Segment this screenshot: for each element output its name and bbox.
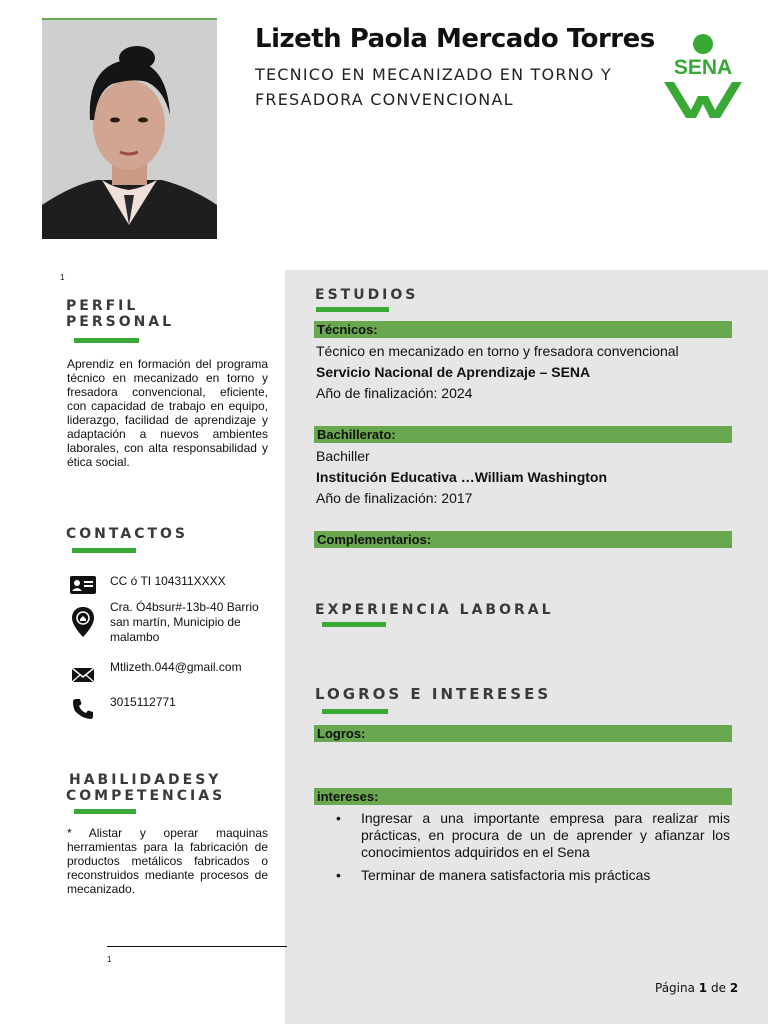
title-line-1: TECNICO EN MECANIZADO EN TORNO Y (255, 65, 612, 84)
contact-email-row (68, 660, 242, 690)
contactos-underline (72, 548, 136, 553)
phone-icon (68, 694, 98, 724)
contact-phone-row (68, 694, 176, 724)
location-pin-icon (68, 605, 98, 639)
profile-photo (42, 18, 217, 239)
contact-email-text: Mtlizeth.044@gmail.com (110, 660, 242, 674)
candidate-name: Lizeth Paola Mercado Torres (255, 24, 655, 54)
logros-underline (322, 709, 388, 714)
bachillerato-institution: Institución Educativa …William Washington (316, 469, 608, 485)
experiencia-underline (322, 622, 386, 627)
page-prefix: Página (655, 981, 695, 995)
experiencia-title: EXPERIENCIA LABORAL (315, 602, 554, 618)
page-current: 1 (698, 981, 708, 995)
bachillerato-header: Bachillerato: (314, 426, 732, 443)
tecnicos-program: Técnico en mecanizado en torno y fresadora convencional (316, 343, 679, 359)
contact-id-text: CC ó TI 104311XXXX (110, 574, 226, 588)
habilidades-title-line-1: HABILIDADESY (69, 772, 222, 788)
list-item: • Ingresar a una importante empresa para realizar mis prácticas, en procura de un de aprender y afianzar los conocimientos adquiridos en el Sena (330, 810, 730, 861)
envelope-icon (68, 660, 98, 690)
page-number (655, 981, 738, 995)
footnote-mark-top: 1 (60, 273, 65, 282)
list-item: • Terminar de manera satisfactoria mis prácticas (330, 867, 730, 884)
perfil-underline (74, 338, 139, 343)
perfil-title-line-2: PERSONAL (66, 314, 175, 330)
contact-address-row (68, 600, 259, 644)
footnote-mark-bottom: 1 (107, 955, 112, 964)
perfil-title (66, 298, 174, 330)
page-total: 2 (729, 981, 739, 995)
complementarios-header: Complementarios: (314, 531, 732, 548)
title-line-2: FRESADORA CONVENCIONAL (255, 90, 514, 109)
footnote-separator (107, 946, 287, 947)
page-of: de (710, 981, 726, 995)
estudios-title: ESTUDIOS (315, 287, 419, 303)
bachillerato-year: Año de finalización: 2017 (316, 490, 473, 506)
habilidades-title (66, 772, 225, 804)
bachillerato-degree: Bachiller (316, 448, 370, 464)
intereses-header: intereses: (314, 788, 732, 805)
contact-id-row (68, 570, 226, 600)
candidate-title (255, 62, 655, 112)
tecnicos-year: Año de finalización: 2024 (316, 385, 473, 401)
habilidades-title-line-2: COMPETENCIAS (66, 788, 226, 804)
contactos-title: CONTACTOS (66, 526, 188, 542)
sena-logo (656, 32, 750, 124)
habilidades-underline (74, 809, 136, 814)
logros-title: LOGROS E INTERESES (315, 685, 552, 703)
tecnicos-institution: Servicio Nacional de Aprendizaje – SENA (316, 364, 591, 380)
contact-address-text: Cra. Ó4bsur#-13b-40 Barrio san martín, Municipio de malambo (110, 600, 259, 644)
perfil-title-line-1: PERFIL (66, 298, 139, 314)
intereses-list (330, 810, 730, 890)
logros-header: Logros: (314, 725, 732, 742)
habilidades-text: * Alistar y operar maquinas herramientas para la fabricación de productos metálicos fabricados o reconstruidos mediante procesos de mecanizado. (67, 826, 268, 896)
contact-phone-text: 3015112771 (110, 695, 176, 709)
perfil-text: Aprendiz en formación del programa técnico en mecanizado en torno y fresadora convencional, eficiente, con capacidad de trabajo en equipo, liderazgo, facilidad de aprendizaje y adaptación a nuevos ambientes laborales, con alta responsabilidad y ética social. (67, 357, 268, 469)
tecnicos-header: Técnicos: (314, 321, 732, 338)
estudios-underline (316, 307, 389, 312)
logo-text: SENA (673, 56, 733, 79)
id-card-icon (68, 570, 98, 600)
